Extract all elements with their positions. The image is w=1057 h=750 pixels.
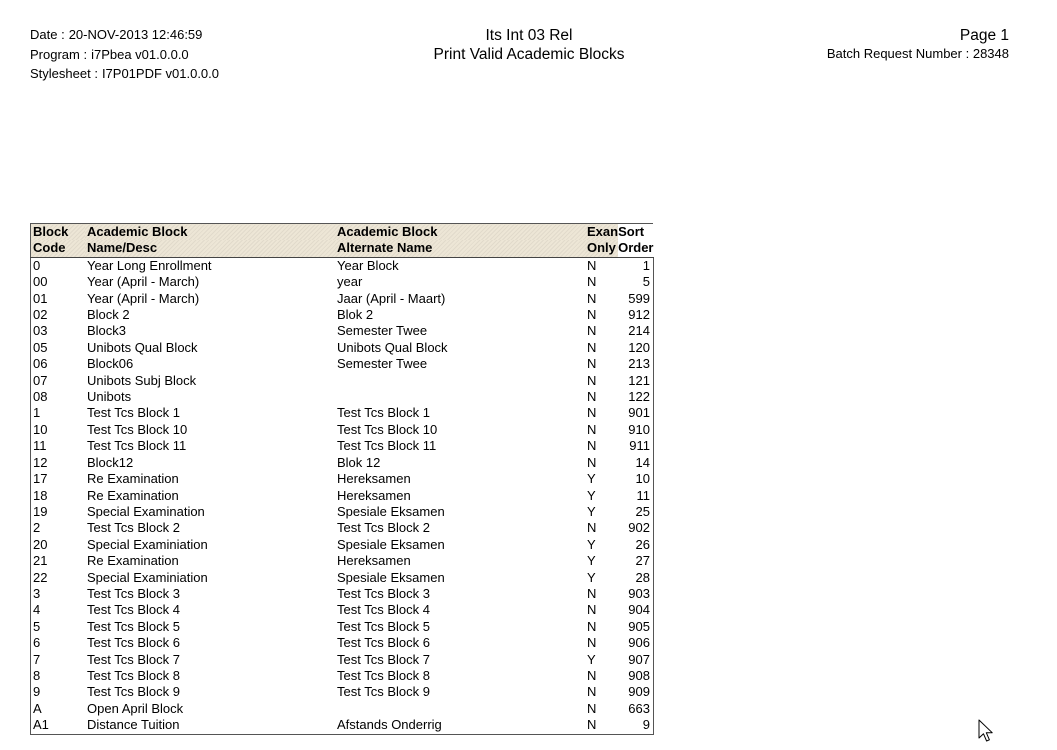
cell-alternate-name: Semester Twee [337,356,428,372]
cell-block-name: Test Tcs Block 10 [87,421,188,437]
cell-exam-only: N [587,684,597,700]
cell-block-name: Block12 [87,454,134,470]
cell-sort-order: 213 [618,356,653,372]
cell-block-code: 06 [31,356,86,372]
header-block-code-line2: Code [31,240,86,257]
cell-block-code: A1 [31,717,86,734]
cell-exam-only: Y [587,553,596,569]
cell-block-code: 11 [31,438,86,454]
cell-sort-order: 26 [618,537,653,553]
table-row [31,257,654,274]
cell-alternate-name: Test Tcs Block 1 [337,405,430,421]
table-row [31,438,654,454]
cell-block-code: 21 [31,553,86,569]
report-title [379,26,679,64]
cell-alternate-name: Test Tcs Block 5 [337,618,430,634]
cell-exam-only: N [587,356,597,372]
table-header [31,224,654,258]
header-alt-line2: Alternate Name [335,240,585,257]
cell-sort-order: 11 [618,488,653,504]
cell-alternate-name: Test Tcs Block 2 [337,520,430,536]
cell-exam-only: N [587,700,597,716]
cell-sort-order: 5 [618,274,653,290]
header-name-line2: Name/Desc [85,240,335,257]
header-block-code-line1: Block [31,224,86,241]
cell-exam-only: N [587,405,597,421]
cell-alternate-name: Unibots Qual Block [337,339,448,355]
cell-block-name: Test Tcs Block 4 [87,602,180,618]
cell-block-code: 03 [31,323,86,339]
cell-alternate-name: Spesiale Eksamen [337,536,445,552]
cell-alternate-name: Jaar (April - Maart) [337,290,446,306]
cell-block-code: 3 [31,586,86,602]
cell-sort-order: 905 [618,619,653,635]
cell-alternate-name: Test Tcs Block 8 [337,667,430,683]
cell-sort-order: 908 [618,668,653,684]
cell-exam-only: Y [587,651,596,667]
table-row [31,717,654,734]
cell-block-code: 02 [31,307,86,323]
cell-alternate-name: Test Tcs Block 9 [337,684,430,700]
cell-block-name: Block 2 [87,307,130,323]
cell-block-name: Block3 [87,323,127,339]
cell-block-code: 19 [31,504,86,520]
table-row [31,307,654,323]
cell-exam-only: Y [587,471,596,487]
cell-exam-only: N [587,618,597,634]
cell-block-name: Special Examination [87,503,205,519]
table-row [31,389,654,405]
cell-sort-order: 121 [618,373,653,389]
cell-block-name: Distance Tuition [85,717,335,734]
batch-value: 28348 [972,46,1009,61]
cell-exam-only: Y [587,503,596,519]
cell-block-name: Unibots Qual Block [87,339,198,355]
table-row [31,520,654,536]
cell-exam-only: N [587,635,597,651]
cell-exam-only: N [587,290,597,306]
cell-exam-only: N [587,257,597,273]
cell-block-code: 7 [31,652,86,668]
cell-sort-order: 28 [618,570,653,586]
date-line [30,25,219,45]
cell-block-name: Block06 [87,356,134,372]
table-row [31,602,654,618]
cell-sort-order: 27 [618,553,653,569]
header-sort-line2: Order [618,240,654,256]
table-row [31,668,654,684]
cell-sort-order: 599 [618,291,653,307]
cell-block-name: Test Tcs Block 11 [87,438,187,454]
cell-sort-order: 120 [618,340,653,356]
cell-block-code: A [31,701,86,717]
cell-exam-only: N [587,307,597,323]
cell-alternate-name: Afstands Onderrig [335,717,585,734]
table-row [31,274,654,290]
cell-block-code: 07 [31,373,86,389]
cell-alternate-name: Hereksamen [337,471,411,487]
header-exam-line2: Only [585,240,618,257]
cell-block-code: 20 [31,537,86,553]
table-row [31,323,654,339]
cell-sort-order: 9 [618,717,653,734]
cell-block-code: 9 [31,684,86,700]
header-row-1 [31,224,654,241]
table-row [31,504,654,520]
cell-block-code: 0 [31,257,86,274]
table-row [31,373,654,389]
report-title-line1: Its Int 03 Rel [485,27,573,44]
cell-block-name: Special Examiniation [87,569,208,585]
table-row [31,635,654,651]
page-number: Page 1 [959,27,1009,44]
cell-alternate-name: Hereksamen [337,487,411,503]
table-row [31,701,654,717]
cell-exam-only: N [585,717,618,734]
date-value: 20-NOV-2013 12:46:59 [68,27,203,42]
cell-sort-order: 907 [618,652,653,668]
cell-block-code: 05 [31,340,86,356]
cell-block-code: 10 [31,422,86,438]
cell-exam-only: N [587,323,597,339]
cell-block-name: Unibots [87,389,132,405]
cell-sort-order: 214 [618,323,653,339]
batch-label: Batch Request Number : [826,46,970,61]
cell-block-code: 17 [31,471,86,487]
cell-block-code: 6 [31,635,86,651]
stylesheet-label: Stylesheet : [30,66,98,81]
cell-exam-only: N [587,520,597,536]
cell-sort-order: 909 [618,684,653,700]
table-row [31,684,654,700]
report-meta [30,25,219,84]
cell-block-name: Test Tcs Block 5 [87,618,180,634]
cell-alternate-name: Test Tcs Block 3 [337,585,430,601]
cell-alternate-name: Blok 12 [337,454,381,470]
cell-exam-only: N [587,438,597,454]
batch-line [827,46,1009,62]
cell-block-name: Special Examiniation [87,536,208,552]
cell-block-name: Test Tcs Block 3 [87,585,180,601]
cell-exam-only: N [587,274,597,290]
cell-alternate-name: Spesiale Eksamen [337,569,445,585]
cell-block-code: 08 [31,389,86,405]
program-line [30,45,219,65]
cell-alternate-name: Blok 2 [337,307,374,323]
cell-sort-order: 902 [618,520,653,536]
cell-sort-order: 910 [618,422,653,438]
cell-exam-only: N [587,667,597,683]
cell-block-name: Re Examination [87,553,179,569]
table-row [31,619,654,635]
cell-exam-only: N [587,454,597,470]
cell-exam-only: N [587,602,597,618]
program-value: i7Pbea v01.0.0.0 [91,46,189,62]
table-row [31,652,654,668]
cell-block-name: Open April Block [87,700,184,716]
table-row [31,570,654,586]
cell-block-code: 00 [31,274,86,290]
cell-exam-only: N [587,389,597,405]
cell-alternate-name: Test Tcs Block 6 [337,635,430,651]
table-row [31,553,654,569]
cell-exam-only: Y [587,569,596,585]
table-row [31,356,654,372]
cell-block-name: Test Tcs Block 1 [87,405,180,421]
table-row [31,488,654,504]
cell-sort-order: 901 [618,405,653,421]
mouse-pointer-icon [978,719,994,743]
cell-sort-order: 14 [618,455,653,471]
cell-sort-order: 1 [618,257,653,274]
cell-exam-only: N [587,339,597,355]
table-row [31,340,654,356]
cell-alternate-name: year [337,274,363,290]
table-row [31,537,654,553]
cell-block-code: 2 [31,520,86,536]
cell-block-name: Unibots Subj Block [87,372,197,388]
cell-exam-only: Y [587,487,596,503]
cell-block-name: Year Long Enrollment [87,257,212,273]
header-sort-line1: Sort [618,224,653,241]
stylesheet-line [30,64,219,84]
cell-alternate-name [335,389,585,405]
cell-alternate-name: Semester Twee [337,323,428,339]
stylesheet-value: I7P01PDF v01.0.0.0 [101,66,220,81]
cell-alternate-name: Test Tcs Block 4 [337,602,430,618]
cell-sort-order: 663 [618,701,653,717]
cell-block-name: Test Tcs Block 9 [87,684,180,700]
cell-block-name: Re Examination [87,487,179,503]
cell-alternate-name: Hereksamen [337,553,411,569]
table-body [31,257,654,734]
cell-exam-only: Y [587,536,596,552]
table-row [31,422,654,438]
cell-alternate-name: Year Block [337,257,399,273]
cell-sort-order: 906 [618,635,653,651]
cell-alternate-name: Spesiale Eksamen [337,503,445,519]
cell-block-name: Re Examination [87,471,179,487]
cell-block-name: Test Tcs Block 8 [87,667,180,683]
report-title-line2: Print Valid Academic Blocks [433,46,625,63]
cell-sort-order: 911 [618,438,653,454]
cell-sort-order: 25 [618,504,653,520]
cell-alternate-name: Test Tcs Block 11 [337,438,437,454]
cell-exam-only: N [587,421,597,437]
header-alt-line1: Academic Block [335,224,585,241]
cell-sort-order: 912 [618,307,653,323]
table-row [31,471,654,487]
table-row [31,586,654,602]
cell-sort-order: 10 [618,471,653,487]
header-exam-line1: Exan [587,224,619,239]
header-row-2 [31,240,654,257]
cell-sort-order: 122 [618,389,653,405]
table-row [31,455,654,471]
cell-sort-order: 903 [618,586,653,602]
cell-block-code: 5 [31,619,86,635]
cell-block-name: Test Tcs Block 2 [87,520,180,536]
table-row [31,405,654,421]
cell-sort-order: 904 [618,602,653,618]
header-name-line1: Academic Block [85,224,335,241]
cell-block-code: 4 [31,602,86,618]
cell-block-code: 1 [31,405,86,421]
cell-alternate-name [335,373,585,389]
table-row [31,291,654,307]
cell-block-code: 18 [31,488,86,504]
cell-alternate-name [335,701,585,717]
cell-block-code: 8 [31,668,86,684]
cell-block-name: Year (April - March) [87,290,200,306]
cell-block-code: 12 [31,455,86,471]
report-page-info [827,26,1009,62]
cell-block-name: Year (April - March) [87,274,200,290]
cell-block-name: Test Tcs Block 6 [87,635,180,651]
date-label: Date : [30,27,65,42]
program-label: Program : [30,46,88,62]
cell-block-name: Test Tcs Block 7 [87,651,180,667]
cell-exam-only: N [587,585,597,601]
cell-block-code: 22 [31,570,86,586]
cell-alternate-name: Test Tcs Block 7 [337,651,430,667]
academic-blocks-table [30,223,654,735]
cell-alternate-name: Test Tcs Block 10 [337,421,438,437]
cell-exam-only: N [587,372,597,388]
cell-block-code: 01 [31,291,86,307]
